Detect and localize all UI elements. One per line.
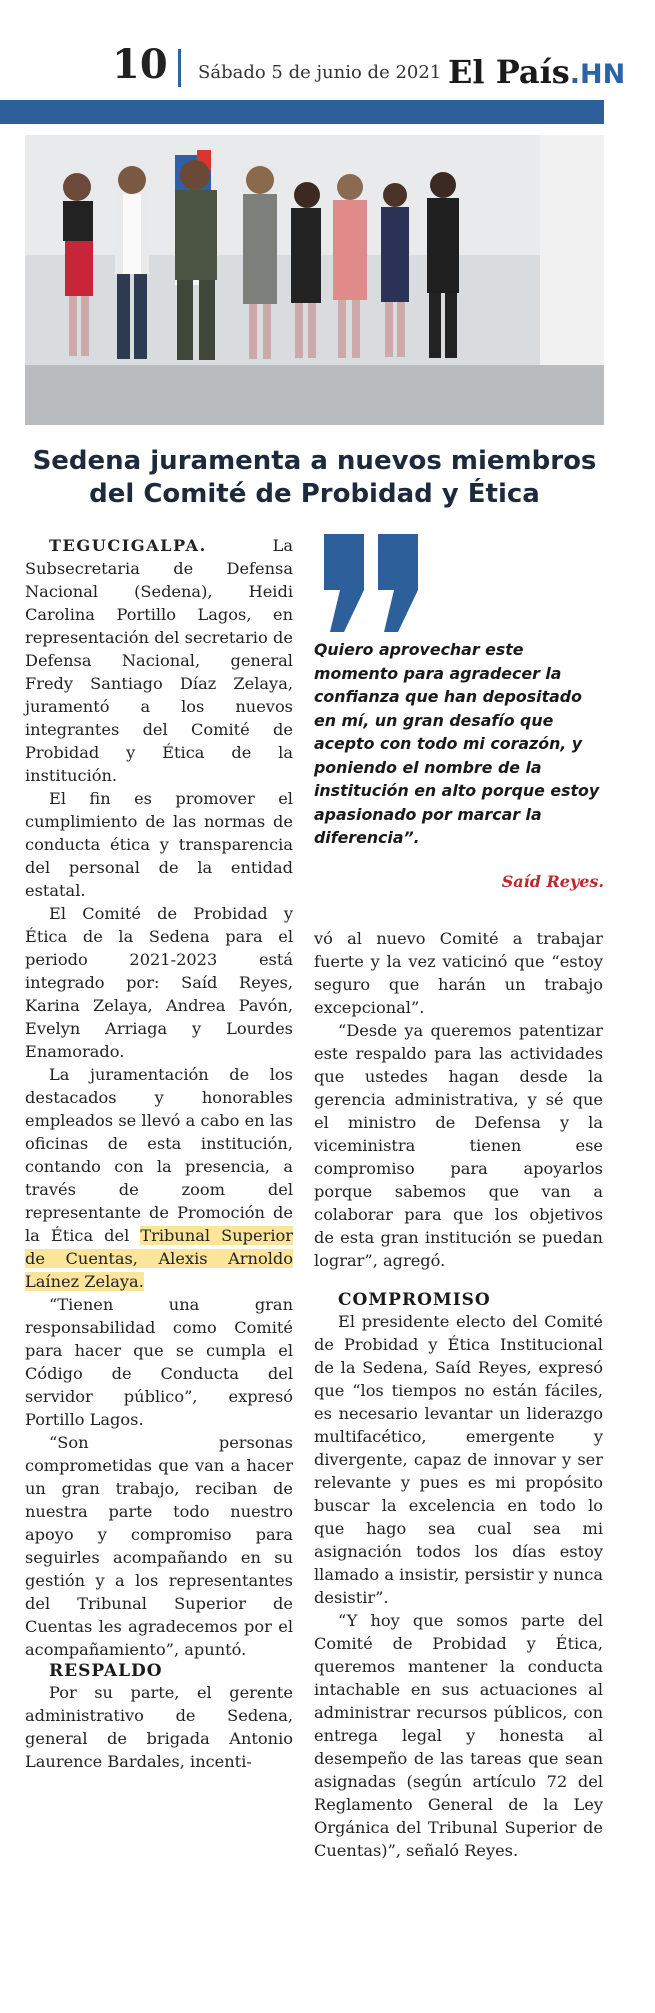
paragraph: “Tienen una gran responsabilidad como Comité para hacer que se cumpla el Código de Conducta del servidor público”, expresó Portillo Lagos.: [25, 1295, 293, 1429]
group-photo: [25, 135, 604, 425]
paragraph: “Y hoy que somos parte del Comité de Probidad y Ética, queremos mantener la conducta intachable en sus actuaciones al administrar recursos públicos, con entrega legal y honesta al desempeño de las tareas que sean asignadas (según artículo 72 del Reglamento General de la Ley Orgánica del Tribunal Superior de Cuentas)”, señaló Reyes.: [314, 1611, 603, 1860]
quote-mark-icon: [318, 528, 428, 638]
article-column-1: [25, 534, 293, 1773]
subheading-respaldo: RESPALDO: [49, 1661, 163, 1681]
highlighted-text: Tribunal Superior de Cuentas, Alexis Arnoldo Laínez Zelaya.: [25, 1226, 293, 1291]
paragraph: [25, 1063, 293, 1293]
pull-quote: Quiero aprovechar este momento para agradecer la confianza que han depositado en mí, un gran desafío que acepto con todo mi corazón, y poniendo el nombre de la institución en alto porque estoy apasionado por marcar la diferencia”.: [314, 640, 600, 847]
subheading-compromiso: COMPROMISO: [338, 1290, 491, 1310]
logo-suffix: .HN: [569, 59, 626, 90]
paragraph: “Son personas comprometidas que van a hacer un gran trabajo, reciban de nuestra parte todo nuestro apoyo y compromiso para seguirles acompañando en su gestión y a los representantes del Tribunal Superior de Cuentas les agradecemos por el acompañamiento”, apuntó.: [25, 1433, 293, 1659]
group-photo-illustration: [25, 135, 604, 425]
header-divider: [178, 49, 181, 87]
dateline: TEGUCIGALPA.: [49, 536, 207, 555]
page-header: [0, 0, 655, 90]
paragraph-continued: “Desde ya queremos patentizar este respaldo para las actividades que ustedes hagan desde la gerencia administrativa, y sé que el ministro de Defensa y la viceministra tienen ese compromiso para apoyarlos porque sabemos que van a colaborar para que los objetivos de esta gran institución se puedan lograr”, agregó.: [314, 1021, 603, 1270]
page-number: 10: [112, 41, 168, 88]
paragraph: El presidente electo del Comité de Probidad y Ética Institucional de la Sedena, Saíd Reyes, expresó que “los tiempos no están fáciles, es necesario levantar un liderazgo multifacético, emergente y divergente, capaz de innovar y ser relevante y pues es mi propósito buscar la excelencia en todo lo que hago sea cual sea mi asignación todos los días estoy llamado a insistir, persistir y nunca desistir”.: [314, 1312, 603, 1607]
paragraph: [25, 534, 293, 787]
paragraph: El fin es promover el cumplimiento de las normas de conducta ética y transparencia del personal de la entidad estatal.: [25, 789, 293, 900]
issue-date: Sábado 5 de junio de 2021: [198, 62, 442, 83]
logo-main: El País: [448, 53, 570, 91]
paragraph: Por su parte, el gerente administrativo de Sedena, general de brigada Antonio Laurence Bardales, incenti-: [25, 1683, 293, 1771]
newspaper-logo: [448, 53, 626, 91]
article-headline: [25, 445, 604, 511]
header-color-bar: [0, 100, 604, 124]
headline-line-1: Sedena juramenta a nuevos miembros: [32, 446, 597, 476]
paragraph-text: La juramentación de los destacados y honorables empleados se llevó a cabo en las oficinas de esta institución, contando con la presencia, a través de zoom del representante de Promoción de la Ética del: [25, 1065, 293, 1245]
pull-quote-author: Saíd Reyes.: [501, 872, 604, 891]
paragraph-continued: vó al nuevo Comité a trabajar fuerte y la vez vaticinó que “estoy seguro que harán un trabajo excepcional”.: [314, 929, 603, 1017]
headline-line-2: del Comité de Probidad y Ética: [89, 479, 540, 509]
paragraph: El Comité de Probidad y Ética de la Sedena para el periodo 2021-2023 está integrado por: Saíd Reyes, Karina Zelaya, Andrea Pavón, Evelyn Arriaga y Lourdes Enamorado.: [25, 904, 293, 1061]
paragraph-text: La Subsecretaria de Defensa Nacional (Sedena), Heidi Carolina Portillo Lagos, en representación del secretario de Defensa Nacional, general Fredy Santiago Díaz Zelaya, juramentó a los nuevos integrantes del Comité de Probidad y Ética de la institución.: [25, 536, 293, 785]
article-column-2: [314, 927, 603, 1862]
